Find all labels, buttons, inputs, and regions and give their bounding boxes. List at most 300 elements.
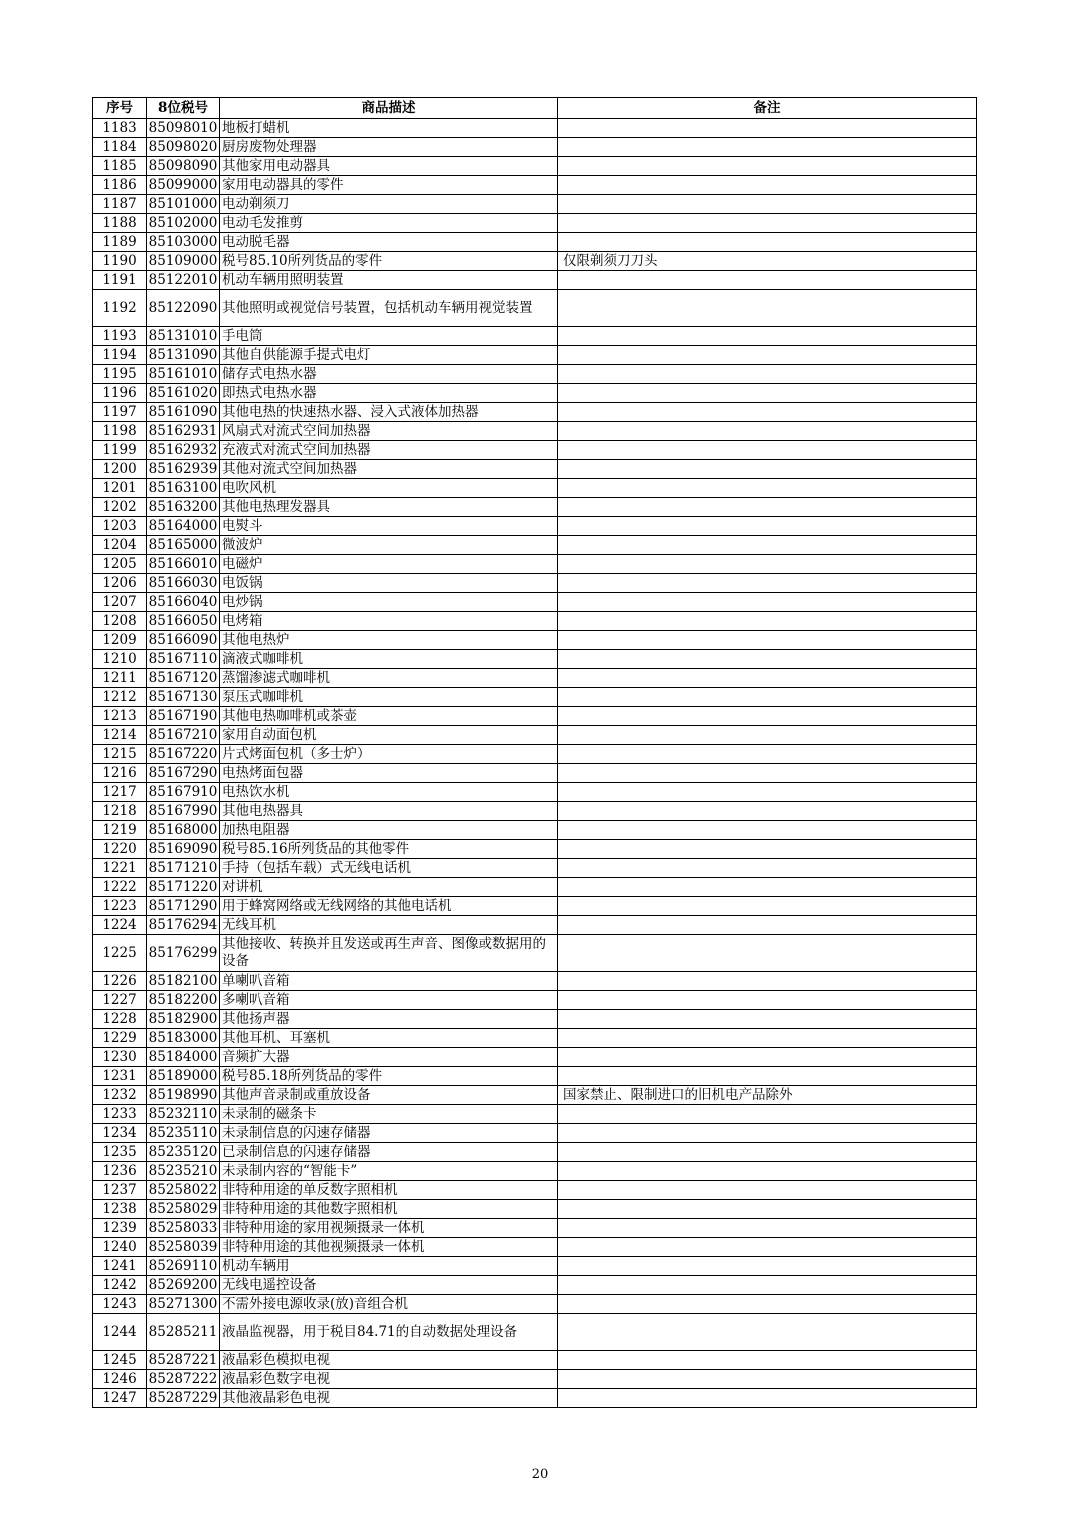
cell-seq: 1191 [93,271,147,290]
cell-code: 85101000 [147,195,220,214]
table-row [93,1086,977,1105]
cell-code: 85269110 [147,1257,220,1276]
cell-code: 85122090 [147,290,220,327]
table-row [93,1351,977,1370]
cell-note [558,1029,977,1048]
cell-desc: 其他对流式空间加热器 [220,460,558,479]
cell-desc: 滴液式咖啡机 [220,650,558,669]
cell-seq: 1217 [93,783,147,802]
cell-code: 85099000 [147,176,220,195]
header-desc: 商品描述 [220,98,558,119]
cell-note [558,233,977,252]
cell-seq: 1184 [93,138,147,157]
table-body [93,119,977,1408]
cell-code: 85167190 [147,707,220,726]
cell-note [558,195,977,214]
cell-desc: 其他照明或视觉信号装置，包括机动车辆用视觉装置 [220,290,558,327]
header-code: 8位税号 [147,98,220,119]
cell-seq: 1197 [93,403,147,422]
cell-note [558,916,977,935]
cell-note [558,1351,977,1370]
cell-code: 85285211 [147,1314,220,1351]
cell-code: 85164000 [147,517,220,536]
cell-seq: 1187 [93,195,147,214]
cell-code: 85162932 [147,441,220,460]
table-row [93,498,977,517]
cell-desc: 其他扬声器 [220,1010,558,1029]
cell-note [558,498,977,517]
cell-note [558,593,977,612]
cell-seq: 1198 [93,422,147,441]
table-row [93,821,977,840]
cell-seq: 1239 [93,1219,147,1238]
cell-note [558,1295,977,1314]
cell-desc: 液晶监视器，用于税目84.71的自动数据处理设备 [220,1314,558,1351]
cell-seq: 1206 [93,574,147,593]
table-row [93,517,977,536]
cell-code: 85122010 [147,271,220,290]
table-row [93,403,977,422]
cell-desc: 电热饮水机 [220,783,558,802]
cell-desc: 片式烤面包机（多士炉） [220,745,558,764]
cell-code: 85182100 [147,972,220,991]
cell-note [558,631,977,650]
cell-note [558,138,977,157]
table-row [93,1276,977,1295]
cell-seq: 1243 [93,1295,147,1314]
cell-code: 85184000 [147,1048,220,1067]
table-row [93,1105,977,1124]
cell-code: 85162939 [147,460,220,479]
cell-seq: 1241 [93,1257,147,1276]
table-row [93,1238,977,1257]
header-row [93,98,977,119]
cell-code: 85161010 [147,365,220,384]
cell-desc: 已录制信息的闪速存储器 [220,1143,558,1162]
table-row [93,1200,977,1219]
cell-code: 85176294 [147,916,220,935]
cell-seq: 1188 [93,214,147,233]
table-row [93,233,977,252]
cell-seq: 1210 [93,650,147,669]
table-row [93,1048,977,1067]
table-row [93,764,977,783]
cell-note [558,1048,977,1067]
table-row [93,669,977,688]
cell-code: 85167290 [147,764,220,783]
table-row [93,1314,977,1351]
cell-desc: 电磁炉 [220,555,558,574]
cell-note [558,707,977,726]
cell-code: 85271300 [147,1295,220,1314]
table-row [93,1029,977,1048]
cell-note [558,365,977,384]
cell-desc: 对讲机 [220,878,558,897]
cell-note [558,574,977,593]
cell-seq: 1221 [93,859,147,878]
cell-seq: 1220 [93,840,147,859]
cell-note [558,802,977,821]
cell-seq: 1227 [93,991,147,1010]
cell-desc: 非特种用途的其他视频摄录一体机 [220,1238,558,1257]
cell-seq: 1216 [93,764,147,783]
table-row [93,840,977,859]
table-row [93,119,977,138]
cell-code: 85098010 [147,119,220,138]
cell-desc: 机动车辆用 [220,1257,558,1276]
cell-desc: 液晶彩色数字电视 [220,1370,558,1389]
cell-note [558,119,977,138]
cell-note [558,745,977,764]
cell-seq: 1223 [93,897,147,916]
cell-code: 85165000 [147,536,220,555]
cell-code: 85163200 [147,498,220,517]
cell-seq: 1195 [93,365,147,384]
cell-code: 85235110 [147,1124,220,1143]
cell-note [558,764,977,783]
cell-code: 85102000 [147,214,220,233]
cell-desc: 税号85.10所列货品的零件 [220,252,558,271]
cell-desc: 其他耳机、耳塞机 [220,1029,558,1048]
cell-note [558,536,977,555]
cell-seq: 1209 [93,631,147,650]
table-row [93,536,977,555]
cell-seq: 1186 [93,176,147,195]
cell-desc: 未录制内容的“智能卡” [220,1162,558,1181]
cell-desc: 手持（包括车载）式无线电话机 [220,859,558,878]
table-row [93,631,977,650]
cell-code: 85167110 [147,650,220,669]
cell-desc: 非特种用途的单反数字照相机 [220,1181,558,1200]
cell-seq: 1201 [93,479,147,498]
cell-desc: 其他家用电动器具 [220,157,558,176]
cell-code: 85162931 [147,422,220,441]
cell-note [558,1389,977,1408]
cell-desc: 电吹风机 [220,479,558,498]
cell-seq: 1238 [93,1200,147,1219]
cell-note [558,422,977,441]
cell-desc: 税号85.18所列货品的零件 [220,1067,558,1086]
table-row [93,138,977,157]
table-row [93,991,977,1010]
cell-seq: 1204 [93,536,147,555]
cell-seq: 1233 [93,1105,147,1124]
table-row [93,1143,977,1162]
cell-desc: 音频扩大器 [220,1048,558,1067]
cell-note [558,821,977,840]
table-row [93,384,977,403]
cell-note [558,650,977,669]
cell-seq: 1199 [93,441,147,460]
cell-note [558,346,977,365]
cell-code: 85167220 [147,745,220,764]
cell-seq: 1222 [93,878,147,897]
table-row [93,650,977,669]
table-row [93,1181,977,1200]
cell-note [558,1257,977,1276]
cell-note [558,612,977,631]
cell-note [558,1067,977,1086]
cell-note [558,783,977,802]
cell-desc: 液晶彩色模拟电视 [220,1351,558,1370]
cell-seq: 1240 [93,1238,147,1257]
cell-desc: 充液式对流式空间加热器 [220,441,558,460]
cell-code: 85131010 [147,327,220,346]
cell-note [558,688,977,707]
cell-seq: 1192 [93,290,147,327]
table-row [93,726,977,745]
cell-code: 85258029 [147,1200,220,1219]
cell-seq: 1237 [93,1181,147,1200]
cell-code: 85171220 [147,878,220,897]
table-row [93,479,977,498]
cell-seq: 1189 [93,233,147,252]
cell-seq: 1196 [93,384,147,403]
cell-desc: 单喇叭音箱 [220,972,558,991]
table-row [93,1370,977,1389]
cell-code: 85166030 [147,574,220,593]
cell-note [558,935,977,972]
cell-note [558,460,977,479]
cell-code: 85166090 [147,631,220,650]
cell-code: 85182200 [147,991,220,1010]
cell-note [558,840,977,859]
cell-desc: 其他接收、转换并且发送或再生声音、图像或数据用的设备 [220,935,558,972]
cell-code: 85287221 [147,1351,220,1370]
cell-code: 85166040 [147,593,220,612]
table-row [93,327,977,346]
cell-note [558,1181,977,1200]
cell-note: 仅限剃须刀刀头 [558,252,977,271]
table-row [93,707,977,726]
cell-desc: 其他声音录制或重放设备 [220,1086,558,1105]
cell-code: 85166050 [147,612,220,631]
cell-seq: 1236 [93,1162,147,1181]
cell-seq: 1234 [93,1124,147,1143]
cell-desc: 厨房废物处理器 [220,138,558,157]
cell-code: 85235120 [147,1143,220,1162]
cell-note [558,271,977,290]
cell-note [558,176,977,195]
table-row [93,271,977,290]
cell-desc: 风扇式对流式空间加热器 [220,422,558,441]
cell-code: 85235210 [147,1162,220,1181]
table-row [93,365,977,384]
cell-note [558,157,977,176]
cell-desc: 无线电遥控设备 [220,1276,558,1295]
cell-desc: 电饭锅 [220,574,558,593]
cell-seq: 1200 [93,460,147,479]
cell-desc: 其他电热咖啡机或茶壶 [220,707,558,726]
cell-note [558,1162,977,1181]
cell-seq: 1211 [93,669,147,688]
cell-note [558,669,977,688]
cell-desc: 电动剃须刀 [220,195,558,214]
cell-desc: 电炒锅 [220,593,558,612]
cell-note [558,403,977,422]
cell-desc: 储存式电热水器 [220,365,558,384]
table-row [93,252,977,271]
cell-desc: 微波炉 [220,536,558,555]
table-row [93,783,977,802]
cell-desc: 电熨斗 [220,517,558,536]
cell-note [558,1238,977,1257]
cell-code: 85232110 [147,1105,220,1124]
cell-seq: 1212 [93,688,147,707]
cell-desc: 电动毛发推剪 [220,214,558,233]
cell-seq: 1193 [93,327,147,346]
cell-seq: 1235 [93,1143,147,1162]
cell-desc: 即热式电热水器 [220,384,558,403]
table-row [93,346,977,365]
cell-desc: 电烤箱 [220,612,558,631]
cell-note [558,897,977,916]
cell-desc: 泵压式咖啡机 [220,688,558,707]
cell-code: 85167130 [147,688,220,707]
cell-code: 85269200 [147,1276,220,1295]
table-row [93,290,977,327]
cell-desc: 手电筒 [220,327,558,346]
cell-seq: 1247 [93,1389,147,1408]
table-row [93,195,977,214]
cell-code: 85131090 [147,346,220,365]
cell-desc: 其他电热炉 [220,631,558,650]
cell-desc: 其他电热的快速热水器、浸入式液体加热器 [220,403,558,422]
cell-code: 85171210 [147,859,220,878]
cell-seq: 1202 [93,498,147,517]
cell-code: 85183000 [147,1029,220,1048]
cell-note: 国家禁止、限制进口的旧机电产品除外 [558,1086,977,1105]
cell-seq: 1194 [93,346,147,365]
cell-desc: 非特种用途的家用视频摄录一体机 [220,1219,558,1238]
table-row [93,802,977,821]
cell-note [558,991,977,1010]
cell-seq: 1213 [93,707,147,726]
cell-desc: 多喇叭音箱 [220,991,558,1010]
cell-seq: 1229 [93,1029,147,1048]
cell-desc: 税号85.16所列货品的其他零件 [220,840,558,859]
table-row [93,574,977,593]
cell-desc: 用于蜂窝网络或无线网络的其他电话机 [220,897,558,916]
cell-code: 85189000 [147,1067,220,1086]
cell-seq: 1218 [93,802,147,821]
cell-note [558,214,977,233]
cell-desc: 其他液晶彩色电视 [220,1389,558,1408]
table-row [93,593,977,612]
cell-note [558,441,977,460]
cell-note [558,327,977,346]
cell-seq: 1232 [93,1086,147,1105]
cell-seq: 1208 [93,612,147,631]
tariff-table [92,97,977,1408]
table-row [93,1010,977,1029]
cell-seq: 1205 [93,555,147,574]
table-row [93,612,977,631]
header-note: 备注 [558,98,977,119]
page-number: 20 [531,1467,549,1482]
table-row [93,441,977,460]
cell-code: 85176299 [147,935,220,972]
cell-code: 85287222 [147,1370,220,1389]
cell-code: 85166010 [147,555,220,574]
table-row [93,916,977,935]
cell-seq: 1226 [93,972,147,991]
table-row [93,1295,977,1314]
cell-code: 85098090 [147,157,220,176]
cell-code: 85163100 [147,479,220,498]
cell-seq: 1185 [93,157,147,176]
cell-note [558,726,977,745]
cell-desc: 机动车辆用照明装置 [220,271,558,290]
cell-note [558,555,977,574]
cell-code: 85198990 [147,1086,220,1105]
table-row [93,176,977,195]
table-row [93,859,977,878]
cell-note [558,479,977,498]
cell-code: 85098020 [147,138,220,157]
cell-note [558,878,977,897]
cell-code: 85103000 [147,233,220,252]
cell-desc: 电热烤面包器 [220,764,558,783]
cell-seq: 1228 [93,1010,147,1029]
cell-note [558,1314,977,1351]
cell-note [558,290,977,327]
cell-seq: 1246 [93,1370,147,1389]
table-row [93,1389,977,1408]
cell-code: 85182900 [147,1010,220,1029]
cell-desc: 蒸馏渗滤式咖啡机 [220,669,558,688]
table-row [93,1162,977,1181]
cell-seq: 1190 [93,252,147,271]
cell-note [558,972,977,991]
cell-note [558,1200,977,1219]
table-row [93,688,977,707]
cell-desc: 未录制信息的闪速存储器 [220,1124,558,1143]
cell-note [558,1276,977,1295]
cell-desc: 其他电热器具 [220,802,558,821]
cell-seq: 1224 [93,916,147,935]
cell-note [558,1010,977,1029]
table-row [93,555,977,574]
cell-seq: 1244 [93,1314,147,1351]
cell-seq: 1225 [93,935,147,972]
cell-desc: 不需外接电源收录(放)音组合机 [220,1295,558,1314]
table-row [93,935,977,972]
cell-code: 85169090 [147,840,220,859]
cell-desc: 加热电阻器 [220,821,558,840]
cell-note [558,384,977,403]
cell-code: 85258033 [147,1219,220,1238]
cell-desc: 未录制的磁条卡 [220,1105,558,1124]
cell-seq: 1231 [93,1067,147,1086]
table-row [93,878,977,897]
cell-code: 85167210 [147,726,220,745]
cell-code: 85258022 [147,1181,220,1200]
cell-seq: 1215 [93,745,147,764]
table-row [93,460,977,479]
cell-note [558,1143,977,1162]
cell-seq: 1203 [93,517,147,536]
cell-desc: 家用自动面包机 [220,726,558,745]
cell-desc: 其他自供能源手提式电灯 [220,346,558,365]
cell-code: 85161020 [147,384,220,403]
cell-seq: 1242 [93,1276,147,1295]
table-row [93,972,977,991]
cell-note [558,859,977,878]
table-row [93,422,977,441]
cell-desc: 家用电动器具的零件 [220,176,558,195]
cell-code: 85109000 [147,252,220,271]
